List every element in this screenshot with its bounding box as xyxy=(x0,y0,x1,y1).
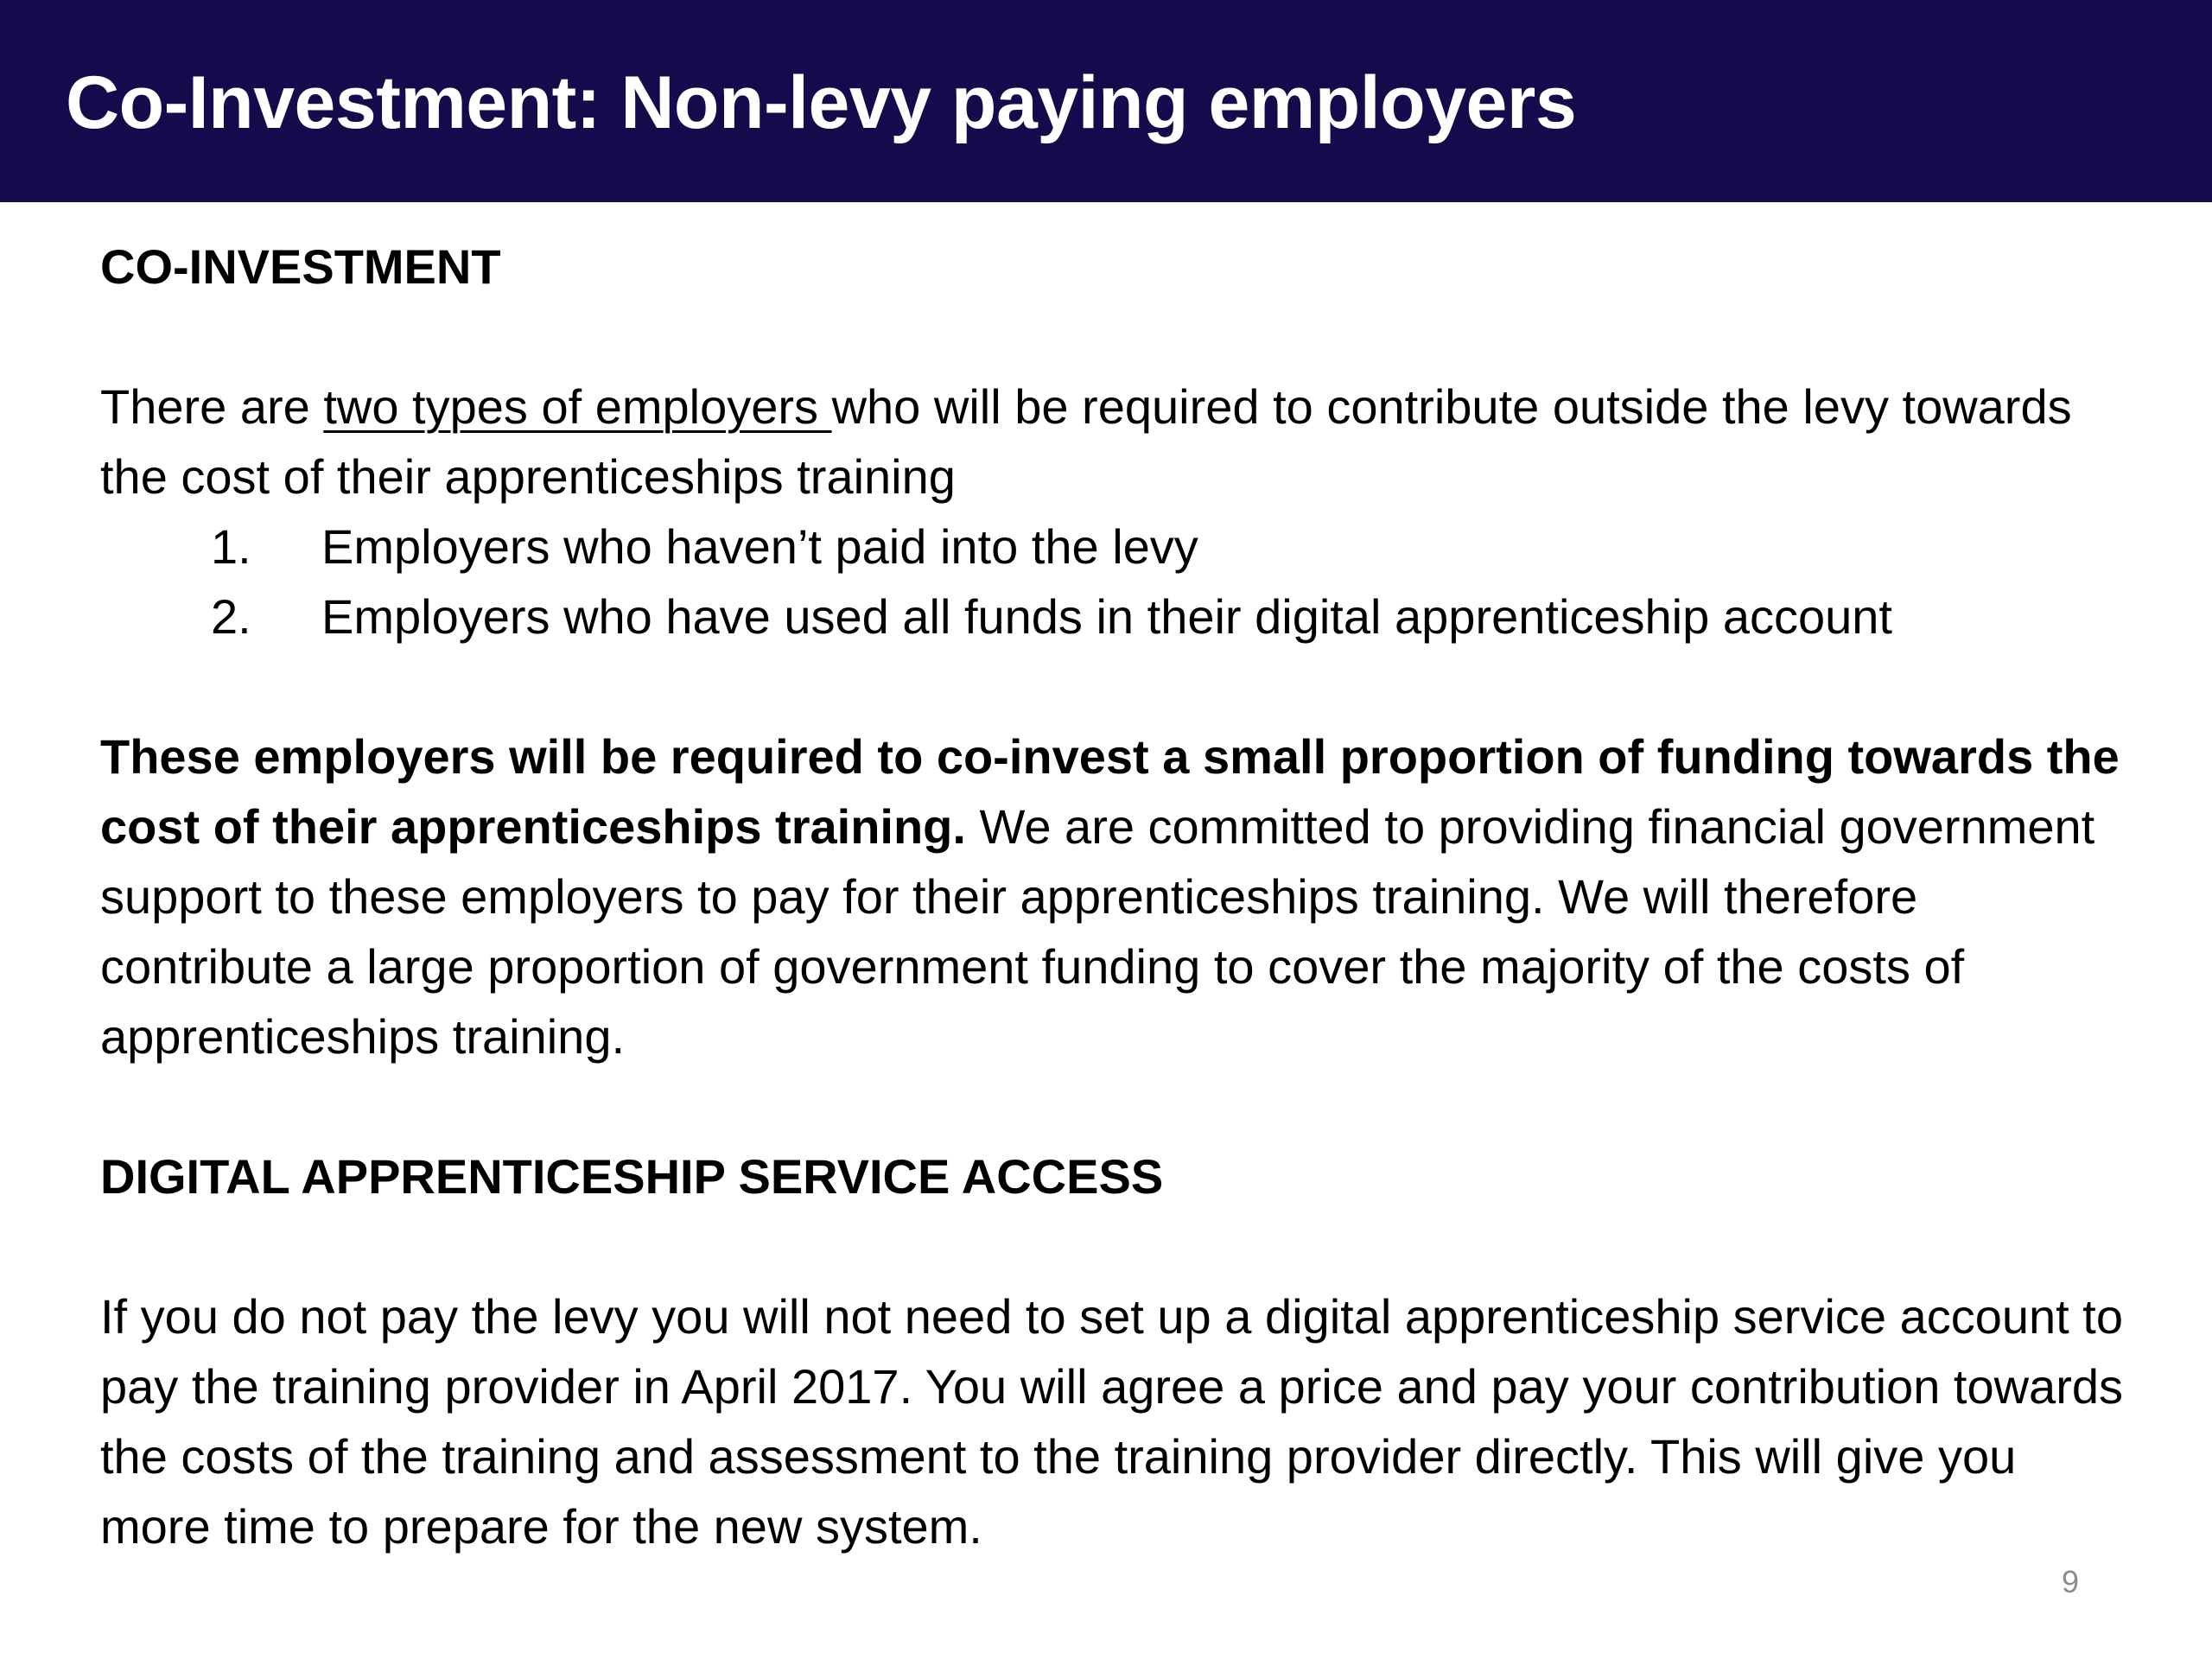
co-investment-heading: CO-INVESTMENT xyxy=(100,239,501,294)
employer-types-list xyxy=(100,512,2139,652)
list-item xyxy=(100,512,2139,582)
digital-access-section xyxy=(100,1141,2139,1561)
co-investment-explanation xyxy=(100,721,2139,1071)
employer-types-intro xyxy=(100,372,2139,512)
title-bar xyxy=(0,0,2212,202)
section-spacer xyxy=(100,302,2139,372)
list-item xyxy=(100,582,2139,652)
intro-text-after: who will be required to contribute outside the levy towards the cost of their apprenticeships training xyxy=(100,379,2072,504)
section-spacer xyxy=(100,1211,2139,1281)
co-investment-bold-statement: These employers will be required to co-invest a small proportion of funding towards the cost of their apprenticeships training. xyxy=(100,729,2120,854)
section-spacer xyxy=(100,1071,2139,1141)
list-item-number: 2. xyxy=(211,589,251,644)
government-support-text: We are committed to providing financial government support to these employers to pay for their apprenticeships training. We will therefore contribute a large proportion of government funding to cover the majority of the costs of apprenticeships training. xyxy=(100,799,2095,1064)
section-spacer xyxy=(100,652,2139,721)
list-item-text: Employers who have used all funds in their digital apprenticeship account xyxy=(321,589,1892,644)
page-number: 9 xyxy=(2061,1564,2080,1599)
two-types-employers-text: two types of employers xyxy=(323,379,832,434)
digital-access-heading: DIGITAL APPRENTICESHIP SERVICE ACCESS xyxy=(100,1149,1164,1204)
list-item-number: 1. xyxy=(211,519,251,574)
co-investment-section xyxy=(100,232,2139,1071)
slide-title: Co-Investment: Non-levy paying employers xyxy=(66,61,1577,144)
digital-access-text: If you do not pay the levy you will not need to set up a digital apprenticeship service account to pay the training provider in April 2017. You will agree a price and pay your contribution towards the costs of the training and assessment to the training provider directly. This will give you more time to prepare for the new system. xyxy=(100,1289,2123,1554)
slide-content xyxy=(100,232,2139,1561)
list-item-text: Employers who haven’t paid into the levy xyxy=(321,519,1198,574)
intro-text-before: There are xyxy=(100,379,324,434)
